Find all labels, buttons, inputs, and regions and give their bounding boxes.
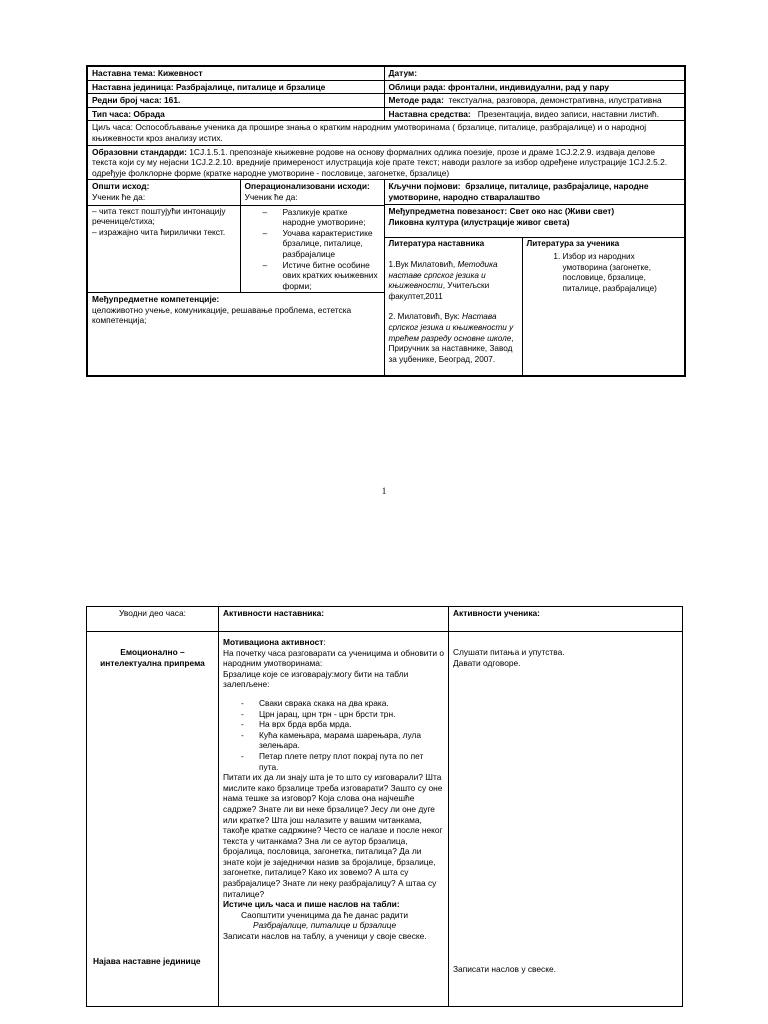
- standards-value: 1CЈ.1.5.1. препознаје књижевне родове на основу формалних одлика поезије, прозе и драме 1CЈ.2.2.9. издваја делове текста који су му нејасни 1CЈ.2.2.10. вредније примереност илустрација које прате текст; наводи разлоге за избор одређене илустрације 1CЈ.2.5.2. одређује фолклорне форме (кратке народне умотворине - пословице, загонетке, брзалице): [92, 146, 668, 178]
- methods-label: Методе рада:: [388, 95, 444, 106]
- tongue-twister-item: - Кућа камењара, марама шарењара, лула зелењара.: [259, 730, 444, 751]
- teacher-literature-author: 2. Милатовић, Вук:: [388, 312, 460, 322]
- student-literature-title: Литература за ученика: [526, 239, 620, 249]
- operational-outcome-item: – Истиче битне особине ових кратких књижевних форми;: [283, 260, 380, 292]
- lesson-type-value: Обрада: [133, 108, 165, 119]
- phase-emotional-preparation: Емоционално – интелектуална припрема: [100, 647, 205, 668]
- teacher-literature-book-title: Методика наставе српског језика и књижевности: [388, 259, 498, 291]
- key-terms-label: Кључни појмови:: [388, 181, 461, 192]
- goal-value: Оспособљавање ученика да прошире знања о кратким народним умотворинама ( брзалице, питалице, разбрајалице) и о народној књижевности кроз анализу истих.: [92, 122, 647, 143]
- operational-outcome-subtitle: Ученик ће да:: [244, 191, 298, 202]
- announce-unit-title: Разбрајалице, питалице и брзалице: [253, 920, 397, 931]
- general-outcome-item: – чита текст поштујући интонацију реченице/стиха;: [92, 205, 226, 227]
- teacher-activities-header: [219, 607, 449, 632]
- motivation-title: Мотивациона активност: [223, 637, 324, 647]
- teacher-literature-publisher: , Приручник за наставнике, Завод за уџбенике, Београд, 2007.: [388, 333, 514, 364]
- lesson-activities-table: [86, 606, 683, 1007]
- phase-unit-announcement: Најава наставне јединице: [93, 956, 201, 966]
- unit-value: Разбрајалице, питалице и брзалице: [176, 81, 326, 92]
- date-label: Датум:: [388, 68, 417, 78]
- general-outcome-item: – изражајно чита ћирилички текст.: [92, 226, 226, 237]
- tongue-twister-list: [223, 698, 444, 772]
- row-lesson-type: [87, 107, 685, 121]
- student-literature-item: 1. Избор из народних умотворина (загонетке, пословице, брзалице, питалице, разбрајалице): [563, 252, 681, 294]
- work-forms-label: Облици рада:: [388, 81, 446, 92]
- teacher-literature-author: 1.Вук Милатовић,: [388, 259, 456, 269]
- row-unit: [87, 80, 685, 94]
- activities-body-row: [87, 632, 683, 1007]
- lesson-number-value: 161.: [164, 95, 181, 106]
- motivation-questions: Питати их да ли знају шта је то што су изговарали? Шта мислите како брзалице треба изговарати? Зашто су оне нама тешке за изговор? Која слова она најчешће садрже? Знате ли ви неке брзалице? Јесу ли оне дуге или кратке? Шта још налазите у вашим читанкама, такође кратке садржине? Често се налазе и после неког текста у читанкама? Зна ли се аутор брзалица, бројалица, пословица, загонетка, питалица? Да ли знате који је заједнички назив за бројалице, брзалице, загонетке, питалице? Како их зовемо? А шта су разбрајалице? Знате ли неку разбрајалицу? А штаа су питалице?: [223, 772, 443, 899]
- student-activities-cell: [449, 632, 683, 1007]
- intro-part-header-text: Уводни део часа:: [119, 608, 186, 618]
- student-activities-header-text: Активности ученика:: [453, 608, 540, 618]
- topic-value: Кижевност: [157, 68, 203, 78]
- teacher-literature-cell: [384, 238, 522, 376]
- teacher-activities-cell: [219, 632, 449, 1007]
- key-terms-cell: [384, 180, 685, 205]
- student-literature-list: [527, 252, 681, 294]
- teacher-literature-publisher: , Учитељски факултет,2011: [388, 281, 490, 301]
- tongue-twister-item: - Петар плете петру плот покрај пута по пет пута.: [259, 751, 444, 772]
- teacher-activities-header-text: Активности наставника:: [223, 608, 325, 618]
- operational-outcome-title: Операционализовани исходи:: [244, 181, 370, 192]
- work-forms-cell: [384, 80, 685, 94]
- teaching-means-label: Наставна средства:: [388, 108, 471, 119]
- goal-statement-title: Истиче циљ часа и пише наслов на табли:: [223, 899, 400, 910]
- tongue-twister-item: - Црн јарац, црн трн - црн брсти трн.: [259, 709, 444, 720]
- student-activity-item: Записати наслов у свеске.: [453, 964, 556, 974]
- unit-cell: [87, 80, 384, 94]
- student-literature-cell: [522, 238, 685, 376]
- lesson-type-cell: [87, 107, 384, 121]
- methods-value: текстуална, разговора, демонстративна, илустративна: [448, 95, 662, 106]
- intro-part-header: [87, 607, 219, 632]
- methods-cell: [384, 94, 685, 108]
- competences-title: Међупредметне компетенције:: [92, 294, 220, 305]
- date-cell: [384, 66, 685, 80]
- operational-outcome-item: – Разликује кратке народне умотворине;: [283, 207, 380, 228]
- teacher-literature-title: Литература наставника: [388, 239, 485, 249]
- teacher-literature-book-title: Настава српског језика и књижевности у трећем разреду основне школе: [388, 312, 514, 343]
- motivation-colon: :: [323, 637, 326, 647]
- cross-curricular-label: Међупредметна повезаност:: [388, 206, 508, 217]
- general-outcome-list: [88, 205, 240, 238]
- operational-outcome-list: [245, 207, 380, 292]
- unit-label: Наставна јединица:: [92, 81, 174, 92]
- row-goal: [87, 121, 685, 145]
- phase-cell: [87, 632, 219, 1007]
- lesson-type-label: Тип часа:: [92, 108, 132, 119]
- page-number: 1: [381, 486, 387, 496]
- row-topic: [87, 66, 685, 80]
- operational-outcome-cell: [240, 180, 384, 293]
- general-outcome-title: Општи исход:: [92, 181, 150, 192]
- competences-value: целоживотно учење, комуникације, решавање проблема, естетска компетенција;: [92, 304, 352, 326]
- student-activities-header: [449, 607, 683, 632]
- tongue-twister-intro: Брзалице које се изговарају:могу бити на табли залепљене:: [223, 668, 409, 690]
- key-terms-value: брзалице, питалице, разбрајалице, народне умотворине, народно стваралаштво: [388, 181, 649, 202]
- topic-cell: [87, 66, 384, 80]
- motivation-intro: На почетку часа разговарати са ученицима и обновити о народним умотворинама:: [223, 647, 444, 669]
- row-outcome-headers: [87, 180, 685, 205]
- topic-label: Наставна тема:: [92, 68, 156, 78]
- general-outcome-cell: [87, 180, 240, 293]
- row-standards: [87, 145, 685, 180]
- student-activity-item: Давати одговоре.: [453, 657, 521, 668]
- student-activity-item: Слушати питања и упутства.: [453, 647, 565, 657]
- work-forms-value: фронтални, индивидуални, рад у пару: [447, 81, 610, 92]
- goal-cell: [87, 121, 685, 145]
- cross-curricular-cell: [384, 205, 685, 238]
- announce-text: Саопштити ученицима да ће данас радити: [241, 909, 409, 920]
- goal-label: Циљ часа:: [92, 122, 133, 133]
- write-title-instruction: Записати наслов на таблу, а ученици у своје свеске.: [223, 931, 427, 942]
- standards-cell: [87, 145, 685, 180]
- operational-outcome-list-wrap: [241, 205, 384, 292]
- teaching-means-cell: [384, 107, 685, 121]
- cross-curricular-line2: Ликовна култура (илустрације живог света): [388, 216, 570, 227]
- general-outcome-subtitle: Ученик ће да:: [92, 191, 146, 202]
- standards-label: Образовни стандарди:: [92, 146, 187, 157]
- activities-header-row: [87, 607, 683, 632]
- competences-cell: [87, 293, 384, 377]
- lesson-number-cell: [87, 94, 384, 108]
- operational-outcome-item: – Уочава карактеристике брзалице, питалице, разбрајалице: [283, 228, 380, 260]
- lesson-number-label: Редни број часа:: [92, 95, 162, 106]
- tongue-twister-item: - Сваки сврака скака на два крака.: [259, 698, 444, 709]
- tongue-twister-item: - На врх брда врба мрда.: [259, 719, 444, 730]
- lesson-info-table: [86, 65, 686, 377]
- row-lesson-number: [87, 94, 685, 108]
- cross-curricular-value: Свет око нас (Живи свет): [509, 206, 615, 217]
- teaching-means-value: Презентација, видео записи, наставни листић.: [477, 108, 660, 119]
